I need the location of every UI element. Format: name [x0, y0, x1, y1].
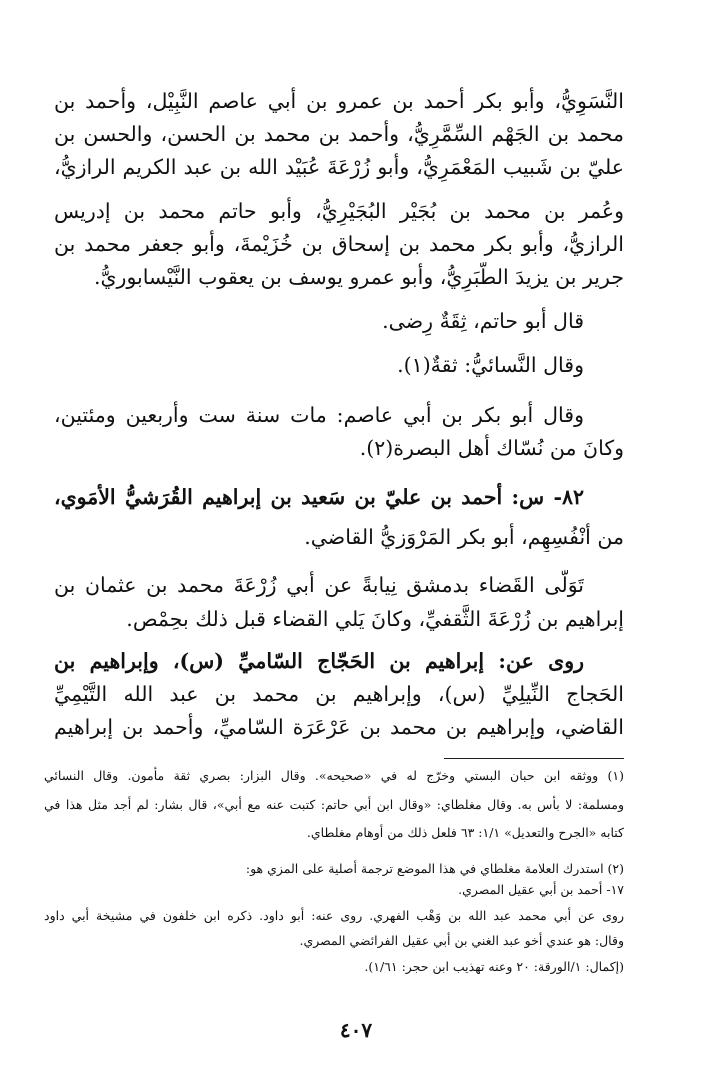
entry-heading: ٨٢- س: أحمد بن عليّ بن سَعيد بن إبراهيم القُرَشيُّ الأمَوي،: [54, 485, 584, 509]
footnote-line: (١) ووثقه ابن حبان البستي وخرّج له في «صحيحه». وقال البزار: بصري ثقة مأمون. وقال النسائي: [44, 768, 624, 783]
text-line: إبراهيم بن زُرْعَةَ الثَّقفيِّ، وكانَ يَلي القضاء قبل ذلك بحِمْص.: [126, 607, 624, 631]
text-line: وقال النَّسائيُّ: ثقةٌ(١).: [397, 353, 584, 377]
text-line: روى عن: إبراهيم بن الحَجّاج السّاميِّ (س)، وإبراهيم بن: [54, 649, 584, 673]
text-line: الحَجاج النِّيلِيِّ (س)، وإبراهيم بن محمد بن عبد الله التَّيْمِيِّ: [54, 682, 624, 706]
footnote-line: ١٧- أحمد بن أبي عقيل المصري.: [458, 882, 624, 897]
text-line: قال أبو حاتم، ثِقَةٌ رِضى.: [382, 309, 584, 333]
footnote-line: وقال: هو عندي أخو عبد الغني بن أبي عقيل الفرائضي المصري.: [299, 933, 624, 948]
text-line: النَّسَوِيُّ، وأبو بكر أحمد بن عمرو بن أبي عاصم النَّبِيْل، وأحمد بن: [54, 89, 624, 113]
text-line: القاضي، وإبراهيم بن محمد بن عَرْعَرَة السّاميِّ، وأحمد بن إبراهيم: [54, 715, 624, 739]
text-line: محمد بن الجَهْم السِّمَّرِيُّ، وأحمد بن محمد بن الحسن، والحسن بن: [54, 122, 624, 146]
text-line: عليّ بن شَبيب المَعْمَرِيُّ، وأبو زُرْعَةَ عُبَيْد الله بن عبد الكريم الرازيُّ،: [54, 155, 624, 179]
footnote-line: (٢) استدرك العلامة مغلطاي في هذا الموضع ترجمة أصلية على المزي هو:: [245, 861, 624, 876]
text-line: وكانَ من نُسّاك أهل البصرة(٢).: [359, 436, 624, 460]
text-line: تَوَلَّى القَضاء بدمشق نِيابةً عن أبي زُرْعَةَ محمد بن عثمان بن: [54, 573, 584, 597]
page-number: ٤٠٧: [339, 1018, 373, 1042]
text-line: الرازيُّ، وأبو بكر محمد بن إسحاق بن خُزَيْمةَ، وأبو جعفر محمد بن: [54, 232, 624, 256]
footnote-line: كتابه «الجرح والتعديل» ١/١: ٦٣ فلعل ذلك من أوهام مغلطاي.: [306, 825, 624, 840]
footnote-divider: [444, 758, 624, 759]
text-line: وعُمر بن محمد بن بُجَيْر البُجَيْرِيُّ، وأبو حاتم محمد بن إدريس: [54, 199, 624, 223]
footnote-line: روى عن أبي محمد عبد الله بن وَهْب الفهري. روى عنه: أبو داود. ذكره ابن خلفون في مشيخة أبي داود: [44, 908, 624, 923]
footnote-line: (إكمال: ١/الورقة: ٢٠ وعنه تهذيب ابن حجر: ١/٦١).: [364, 959, 624, 974]
text-line: من أنْفُسِهِم، أبو بكر المَرْوَزيُّ القاضي.: [304, 525, 624, 549]
footnote-line: ومسلمة: لا بأس به. وقال مغلطاي: «وقال ابن أبي حاتم: كتبت عنه مع أبي»، قال بشار: لم أجد مثل هذا في: [44, 797, 624, 812]
text-line: وقال أبو بكر بن أبي عاصم: مات سنة ست وأربعين ومئتين،: [54, 403, 584, 427]
text-line: جرير بن يزيدَ الطَّبَرِيُّ، وأبو عمرو يوسف بن يعقوب النَّيْسابوريُّ.: [93, 265, 624, 289]
